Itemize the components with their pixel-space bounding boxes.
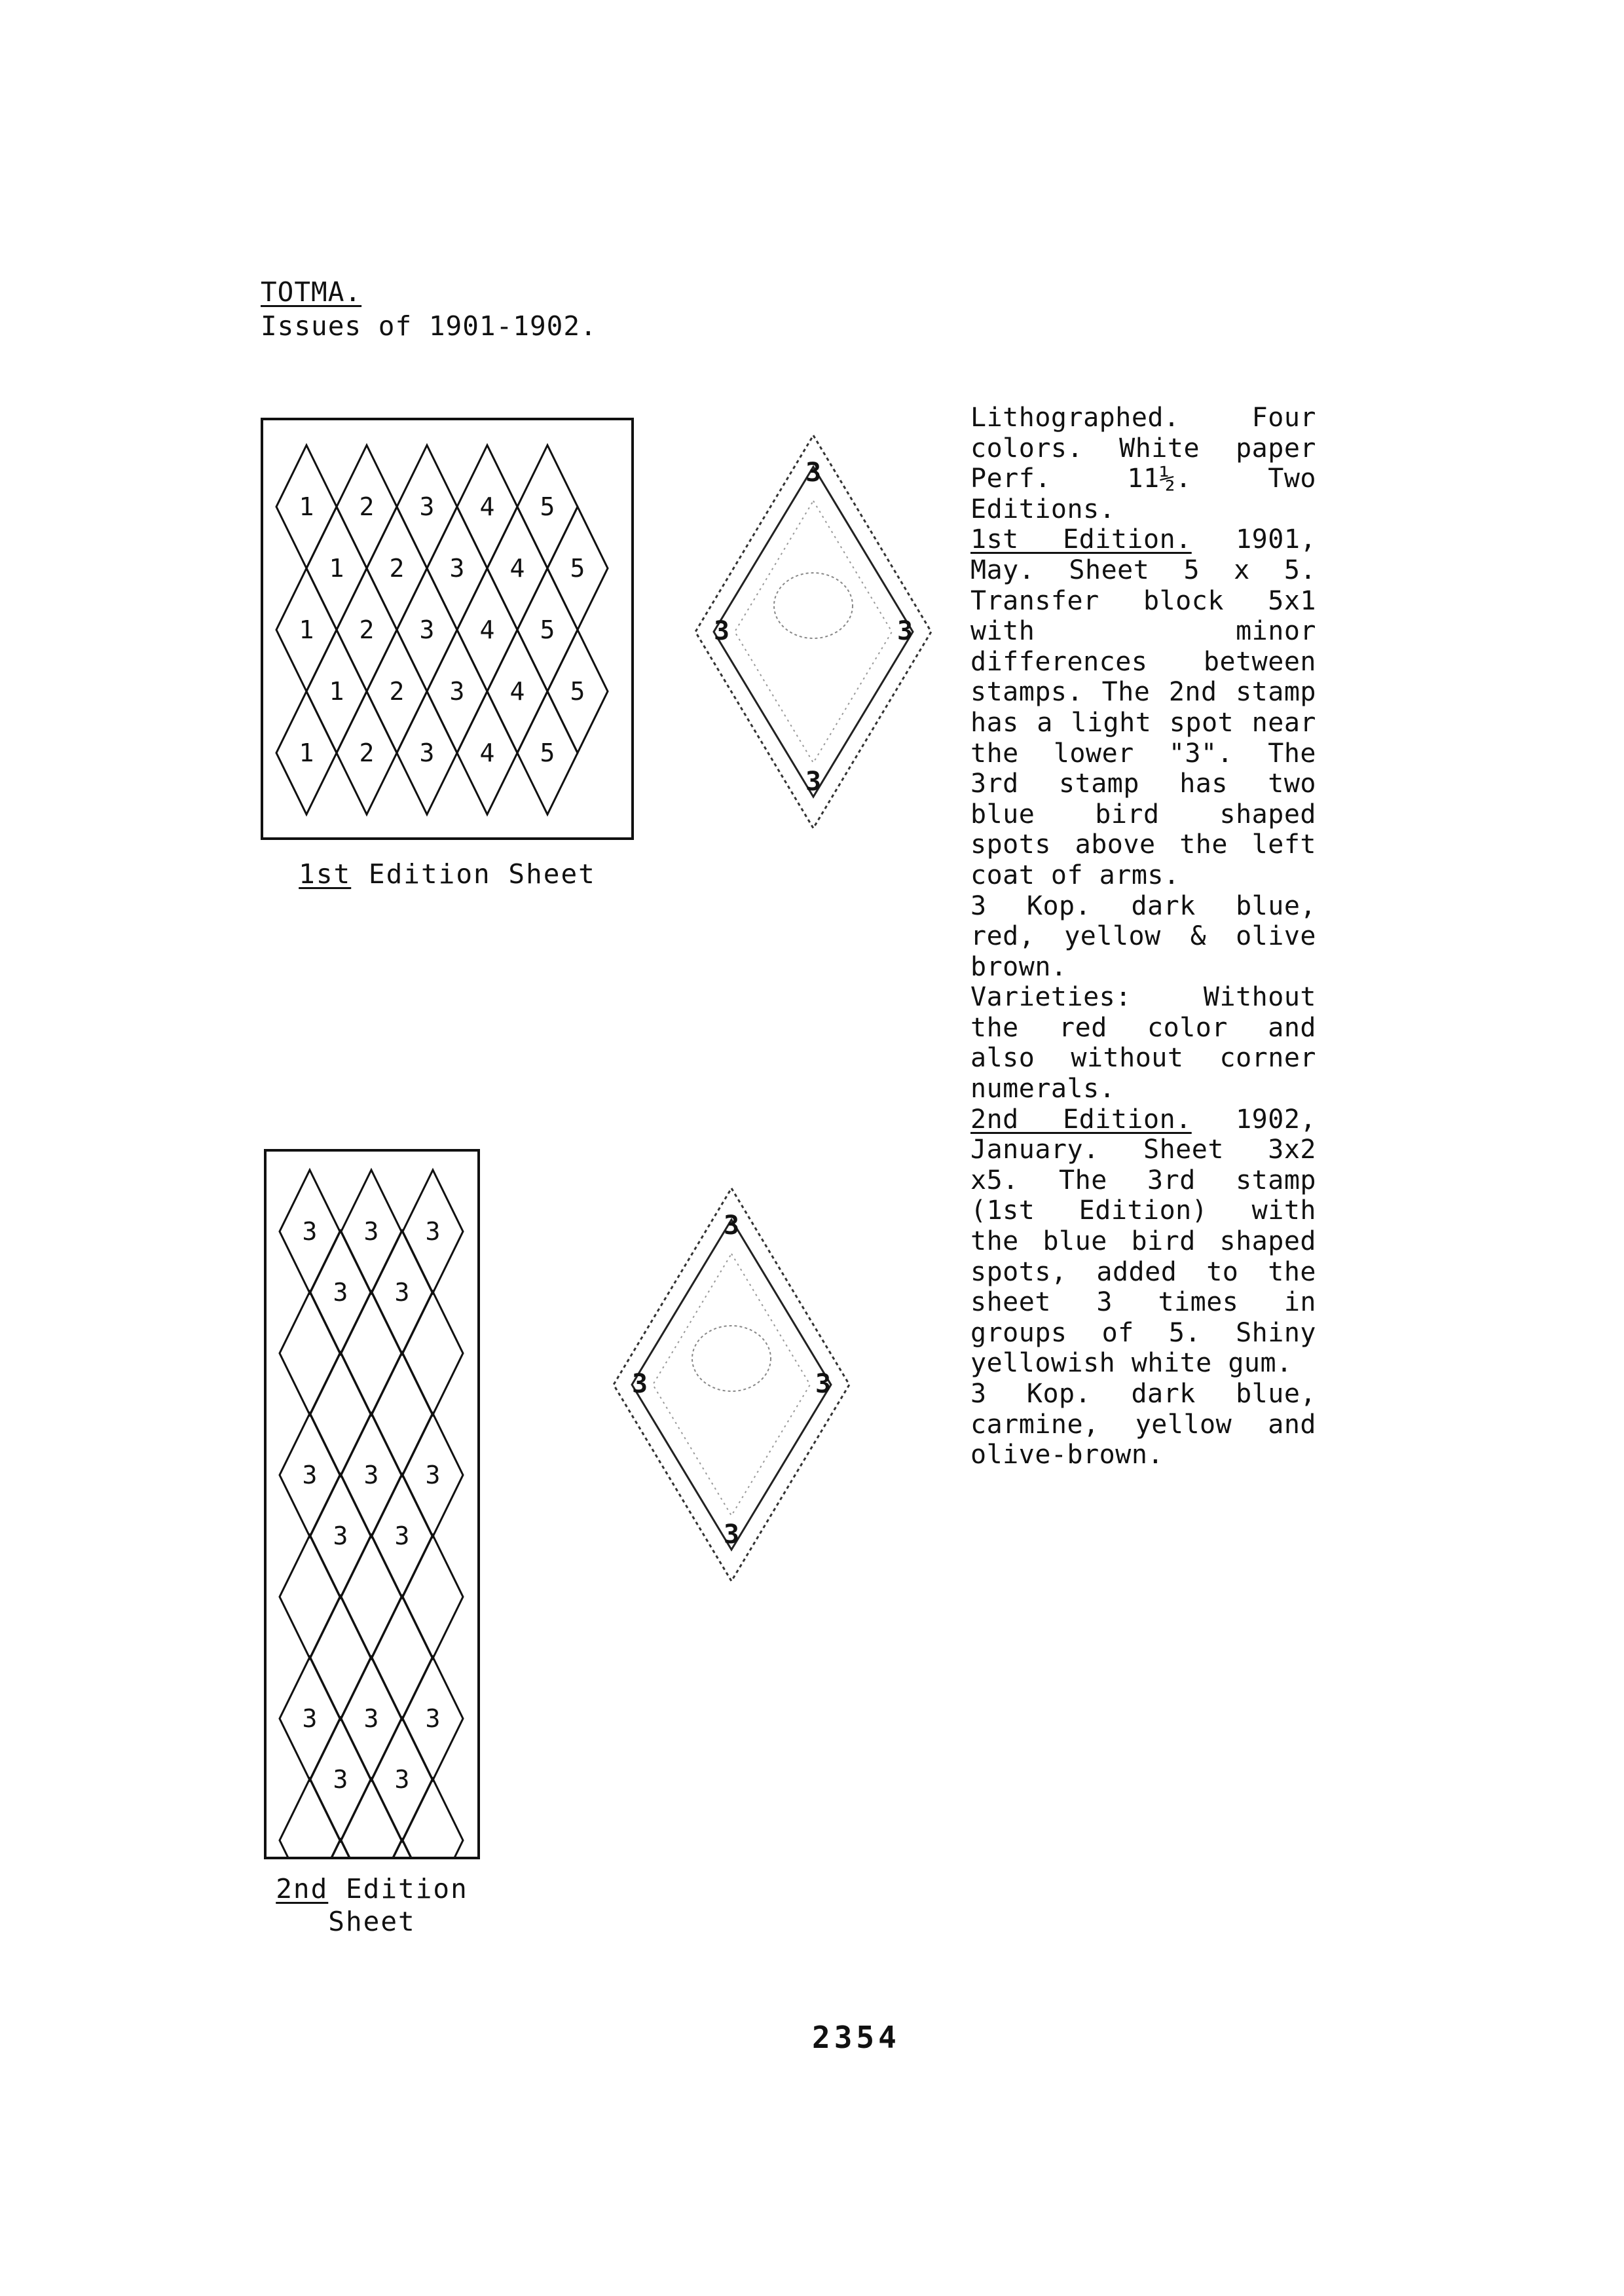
stamp-number-label: 5 bbox=[570, 677, 585, 706]
stamp-frame bbox=[714, 467, 913, 797]
stamp-number-label: 2 bbox=[359, 492, 375, 521]
description-column bbox=[970, 403, 1316, 1470]
page-number: 2354 bbox=[812, 2020, 900, 2055]
stamp-number-label: 3 bbox=[449, 677, 465, 706]
stamp-number-label: 3 bbox=[425, 1461, 441, 1489]
corner-numeral: 3 bbox=[896, 616, 913, 646]
stamp-number-label: 3 bbox=[419, 738, 435, 767]
varieties-text: Varieties: Without the red color and also without corner numerals. bbox=[970, 982, 1316, 1104]
stamp-number-label: 3 bbox=[449, 554, 465, 583]
stamp-number-label: 3 bbox=[363, 1461, 379, 1489]
stamp-number-label: 3 bbox=[302, 1461, 318, 1489]
first-edition-sheet-diagram bbox=[261, 418, 634, 840]
stamp-position-diamond bbox=[310, 1596, 371, 1719]
caption-text: Edition Sheet bbox=[351, 858, 596, 890]
stamp-position-diamond bbox=[341, 1535, 401, 1658]
page-title: TOTMA. bbox=[261, 276, 362, 308]
second-edition-colors: 3 Kop. dark blue, carmine, yellow and olive-brown. bbox=[970, 1379, 1316, 1470]
page-header bbox=[261, 275, 597, 343]
stamp-number-label: 4 bbox=[479, 615, 495, 644]
stamp-number-label: 3 bbox=[394, 1278, 410, 1307]
corner-numeral: 3 bbox=[815, 1369, 832, 1399]
stamp-position-diamond bbox=[372, 1596, 432, 1719]
stamp-number-label: 3 bbox=[394, 1765, 410, 1794]
stamp-number-label: 2 bbox=[389, 554, 405, 583]
first-edition-paragraph bbox=[970, 524, 1316, 890]
description-intro: Lithographed. Four colors. White paper Perf. 11½. Two Editions. bbox=[970, 403, 1316, 524]
corner-numeral: 3 bbox=[713, 616, 730, 646]
stamp-number-label: 1 bbox=[299, 615, 314, 644]
stamp-number-label: 3 bbox=[333, 1278, 348, 1307]
stamp-number-label: 3 bbox=[425, 1217, 441, 1246]
stamp-number-label: 3 bbox=[419, 492, 435, 521]
first-edition-caption bbox=[261, 858, 634, 890]
stamp-number-label: 3 bbox=[363, 1704, 379, 1733]
first-edition-heading: 1st Edition. bbox=[970, 524, 1192, 555]
stamp-position-diamond bbox=[280, 1292, 340, 1415]
stamp-number-label: 4 bbox=[509, 677, 525, 706]
caption-ordinal: 1st bbox=[299, 858, 352, 890]
stamp-number-label: 1 bbox=[329, 554, 344, 583]
first-edition-colors: 3 Kop. dark blue, red, yellow & olive brown. bbox=[970, 890, 1316, 982]
stamp-number-label: 2 bbox=[359, 615, 375, 644]
caption-text: Edition bbox=[328, 1873, 468, 1904]
stamp-ornament bbox=[735, 501, 892, 763]
stamp-number-label: 1 bbox=[299, 738, 314, 767]
stamp-position-diamond bbox=[341, 1292, 401, 1415]
coat-of-arms-icon bbox=[692, 1326, 771, 1391]
second-edition-paragraph bbox=[970, 1104, 1316, 1379]
stamp-number-label: 4 bbox=[479, 738, 495, 767]
page-subtitle: Issues of 1901-1902. bbox=[261, 310, 597, 342]
corner-numeral: 3 bbox=[723, 1520, 740, 1550]
corner-numeral: 3 bbox=[805, 458, 822, 488]
stamp-number-label: 3 bbox=[333, 1765, 348, 1794]
stamp-position-diamond bbox=[280, 1535, 340, 1658]
stamp-number-label: 3 bbox=[333, 1522, 348, 1550]
corner-numeral: 3 bbox=[805, 767, 822, 797]
second-edition-text: 1902, January. Sheet 3x2 x5. The 3rd stamp (1st Edition) with the blue bird shaped spots, added to the sheet 3 times in groups of 5. Shiny yellowish white gum. bbox=[970, 1104, 1316, 1379]
first-edition-text: 1901, May. Sheet 5 x 5. Transfer block 5x1 with minor differences between stamps. The 2nd stamp has a light spot near the lower "3". The 3rd stamp has two blue bird shaped spots above the left coat of arms. bbox=[970, 524, 1316, 890]
second-edition-heading: 2nd Edition. bbox=[970, 1104, 1192, 1135]
stamp-position-diamond bbox=[372, 1353, 432, 1476]
stamp-number-label: 5 bbox=[540, 615, 555, 644]
stamp-number-label: 3 bbox=[302, 1217, 318, 1246]
stamp-position-diamond bbox=[310, 1353, 371, 1476]
stamp-number-label: 3 bbox=[363, 1217, 379, 1246]
stamp-number-label: 5 bbox=[570, 554, 585, 583]
stamp-position-diamond bbox=[403, 1535, 463, 1658]
caption-text-line2: Sheet bbox=[328, 1906, 416, 1937]
stamp-frame bbox=[632, 1220, 831, 1550]
stamp-ornament bbox=[653, 1254, 810, 1516]
stamp-number-label: 2 bbox=[359, 738, 375, 767]
corner-numeral: 3 bbox=[631, 1369, 648, 1399]
stamp-number-label: 1 bbox=[329, 677, 344, 706]
corner-numeral: 3 bbox=[723, 1211, 740, 1241]
stamp-number-label: 3 bbox=[394, 1522, 410, 1550]
caption-ordinal: 2nd bbox=[276, 1873, 329, 1904]
stamp-image-first-edition bbox=[684, 422, 943, 841]
stamp-number-label: 4 bbox=[479, 492, 495, 521]
coat-of-arms-icon bbox=[774, 573, 853, 638]
stamp-number-label: 2 bbox=[389, 677, 405, 706]
stamp-number-label: 3 bbox=[419, 615, 435, 644]
stamp-number-label: 1 bbox=[299, 492, 314, 521]
stamp-number-label: 4 bbox=[509, 554, 525, 583]
stamp-number-label: 3 bbox=[302, 1704, 318, 1733]
stamp-position-diamond bbox=[403, 1292, 463, 1415]
second-edition-caption bbox=[264, 1872, 480, 1938]
second-edition-sheet-diagram bbox=[264, 1149, 480, 1859]
stamp-number-label: 5 bbox=[540, 738, 555, 767]
stamp-number-label: 5 bbox=[540, 492, 555, 521]
stamp-number-label: 3 bbox=[425, 1704, 441, 1733]
stamp-image-second-edition bbox=[602, 1175, 861, 1594]
